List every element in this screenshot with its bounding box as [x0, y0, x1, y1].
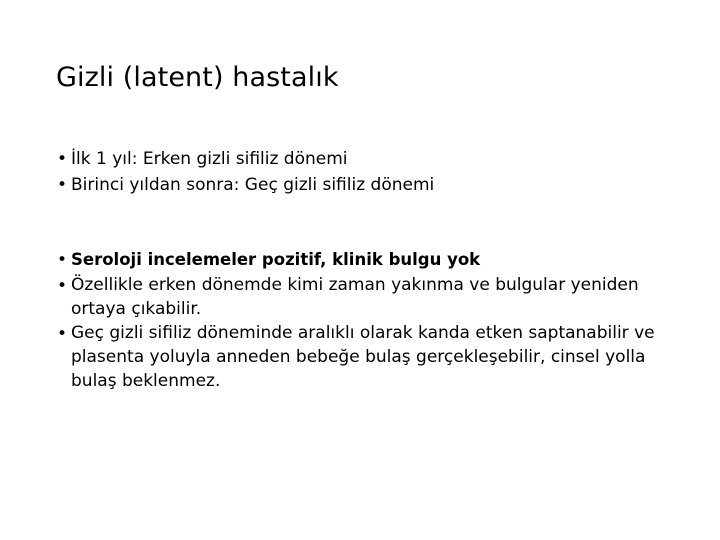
bullet-late-transmission	[57, 321, 677, 393]
bullet-early-latent	[57, 146, 677, 172]
bullet-group-periods	[57, 146, 677, 198]
bullet-dot: •	[57, 149, 68, 169]
bullet-text: Geç gizli sifiliz döneminde aralıklı olarak kanda etken saptanabilir ve plasenta yoluyla anneden bebeğe bulaş gerçekleşebilir, cinsel yolla bulaş beklenmez.	[71, 323, 655, 391]
bullet-dot: •	[57, 276, 68, 296]
bullet-late-latent	[57, 172, 677, 198]
bullet-dot: •	[57, 250, 68, 270]
bullet-serology	[57, 247, 677, 273]
slide-title: Gizli (latent) hastalık	[56, 62, 339, 93]
bullet-text: İlk 1 yıl: Erken gizli sifiliz dönemi	[71, 149, 348, 169]
bullet-dot: •	[57, 324, 68, 344]
bullet-group-findings	[57, 247, 677, 393]
bullet-text: Özellikle erken dönemde kimi zaman yakınma ve bulgular yeniden ortaya çıkabilir.	[71, 275, 639, 319]
bullet-early-symptoms	[57, 273, 677, 321]
bullet-dot: •	[57, 175, 68, 195]
bullet-text: Seroloji incelemeler pozitif, klinik bulgu yok	[71, 250, 481, 269]
bullet-text: Birinci yıldan sonra: Geç gizli sifiliz dönemi	[71, 175, 435, 195]
